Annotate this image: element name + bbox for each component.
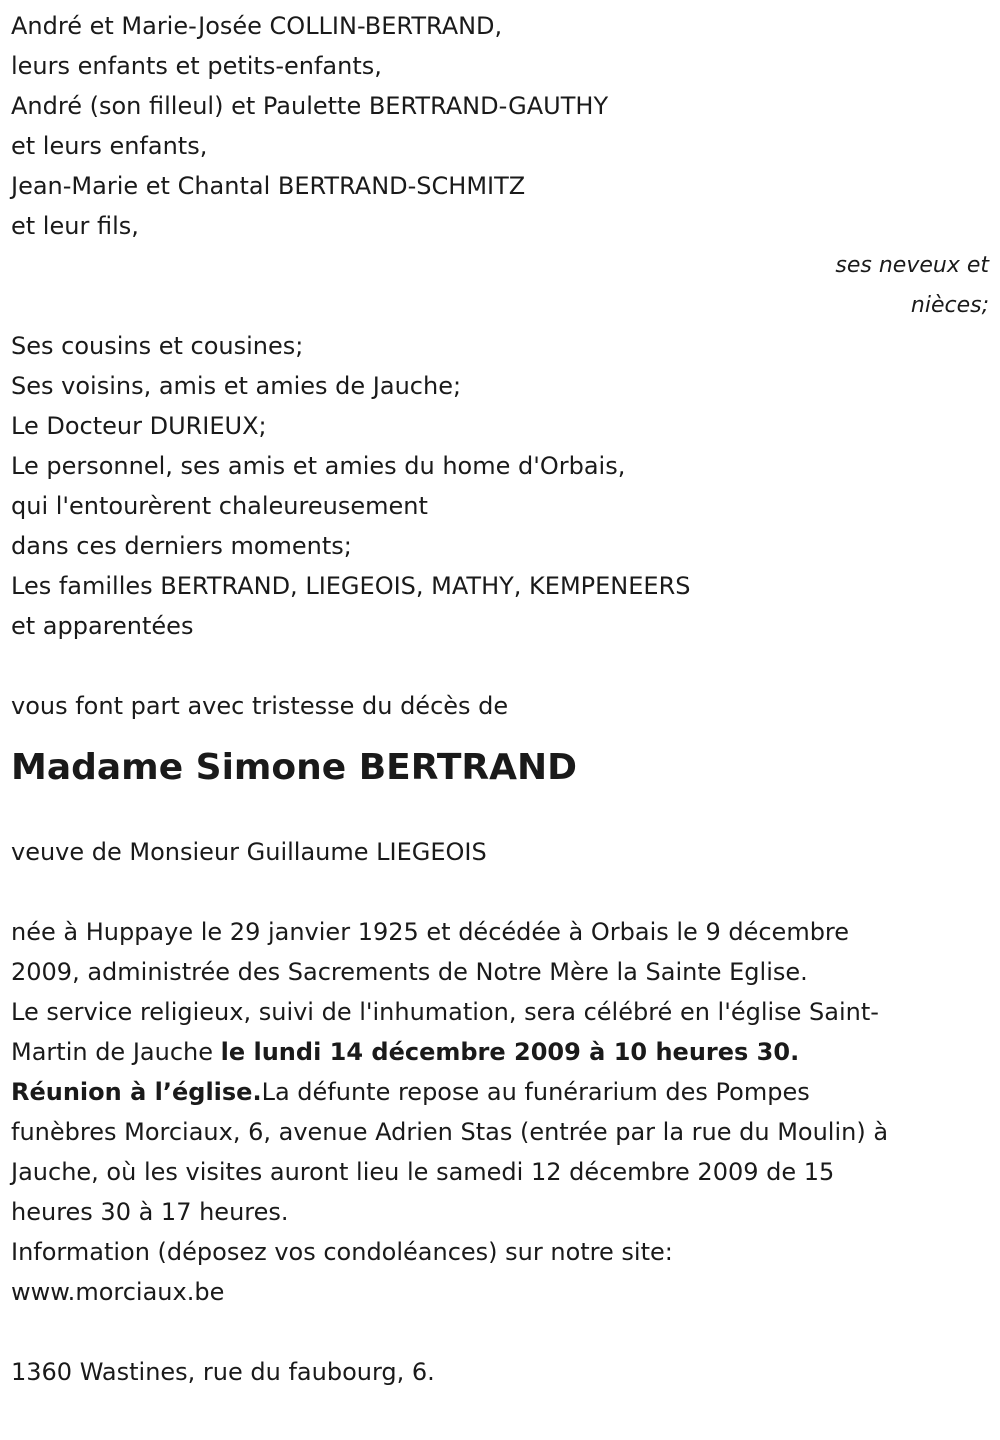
obituary-notice	[11, 6, 991, 1392]
family-line: Jean-Marie et Chantal BERTRAND-SCHMITZ	[11, 172, 526, 200]
spacer	[11, 646, 991, 686]
family-line: André (son filleul) et Paulette BERTRAND-GAUTHY	[11, 92, 609, 120]
family-line: et leurs enfants,	[11, 132, 208, 160]
info-paragraph	[11, 1232, 991, 1312]
family-line: et leur fils,	[11, 212, 139, 240]
family-line: dans ces derniers moments;	[11, 532, 352, 560]
birth-death-paragraph	[11, 912, 991, 992]
service-location: Martin de Jauche	[11, 1038, 221, 1066]
family-line: Ses cousins et cousines;	[11, 332, 304, 360]
reunion-line: funèbres Morciaux, 6, avenue Adrien Stas (entrée par la rue du Moulin) à	[11, 1118, 889, 1146]
family-line: Les familles BERTRAND, LIEGEOIS, MATHY, KEMPENEERS	[11, 572, 691, 600]
relation-note-line: ses neveux et	[835, 253, 989, 278]
family-line: Le Docteur DURIEUX;	[11, 412, 267, 440]
announcement-text: vous font part avec tristesse du décès de	[11, 692, 509, 720]
family-line: et apparentées	[11, 612, 194, 640]
spacer	[11, 788, 991, 832]
service-line: Le service religieux, suivi de l'inhumation, sera célébré en l'église Saint-	[11, 998, 879, 1026]
family-line: André et Marie-Josée COLLIN-BERTRAND,	[11, 12, 503, 40]
spacer	[11, 1312, 991, 1352]
service-date: le lundi 14 décembre 2009 à 10 heures 30.	[220, 1038, 800, 1066]
reunion-line: Jauche, où les visites auront lieu le samedi 12 décembre 2009 de 15	[11, 1158, 835, 1186]
reunion-line	[11, 1072, 991, 1112]
family-line: qui l'entourèrent chaleureusement	[11, 492, 428, 520]
reunion-paragraph	[11, 1072, 991, 1232]
relation-note-line: nièces;	[910, 293, 989, 318]
service-paragraph	[11, 992, 991, 1072]
reunion-line: heures 30 à 17 heures.	[11, 1198, 289, 1226]
deceased-name: Madame Simone BERTRAND	[11, 747, 578, 788]
header-family-block	[11, 6, 991, 246]
extended-family-block	[11, 326, 991, 646]
spacer	[11, 872, 991, 912]
family-line: leurs enfants et petits-enfants,	[11, 52, 382, 80]
service-line	[11, 1032, 991, 1072]
reunion-heading: Réunion à l’église.	[11, 1078, 262, 1106]
reunion-text: La défunte repose au funérarium des Pompes	[261, 1078, 810, 1106]
birth-death-line: née à Huppaye le 29 janvier 1925 et décédée à Orbais le 9 décembre	[11, 918, 850, 946]
birth-death-line: 2009, administrée des Sacrements de Notre Mère la Sainte Eglise.	[11, 958, 808, 986]
family-line: Le personnel, ses amis et amies du home d'Orbais,	[11, 452, 626, 480]
widow-of-text: veuve de Monsieur Guillaume LIEGEOIS	[11, 838, 487, 866]
address-text: 1360 Wastines, rue du faubourg, 6.	[11, 1358, 435, 1386]
info-line: Information (déposez vos condoléances) sur notre site:	[11, 1238, 673, 1266]
family-line: Ses voisins, amis et amies de Jauche;	[11, 372, 462, 400]
website-link[interactable]: www.morciaux.be	[11, 1278, 225, 1306]
relation-note	[11, 246, 991, 326]
